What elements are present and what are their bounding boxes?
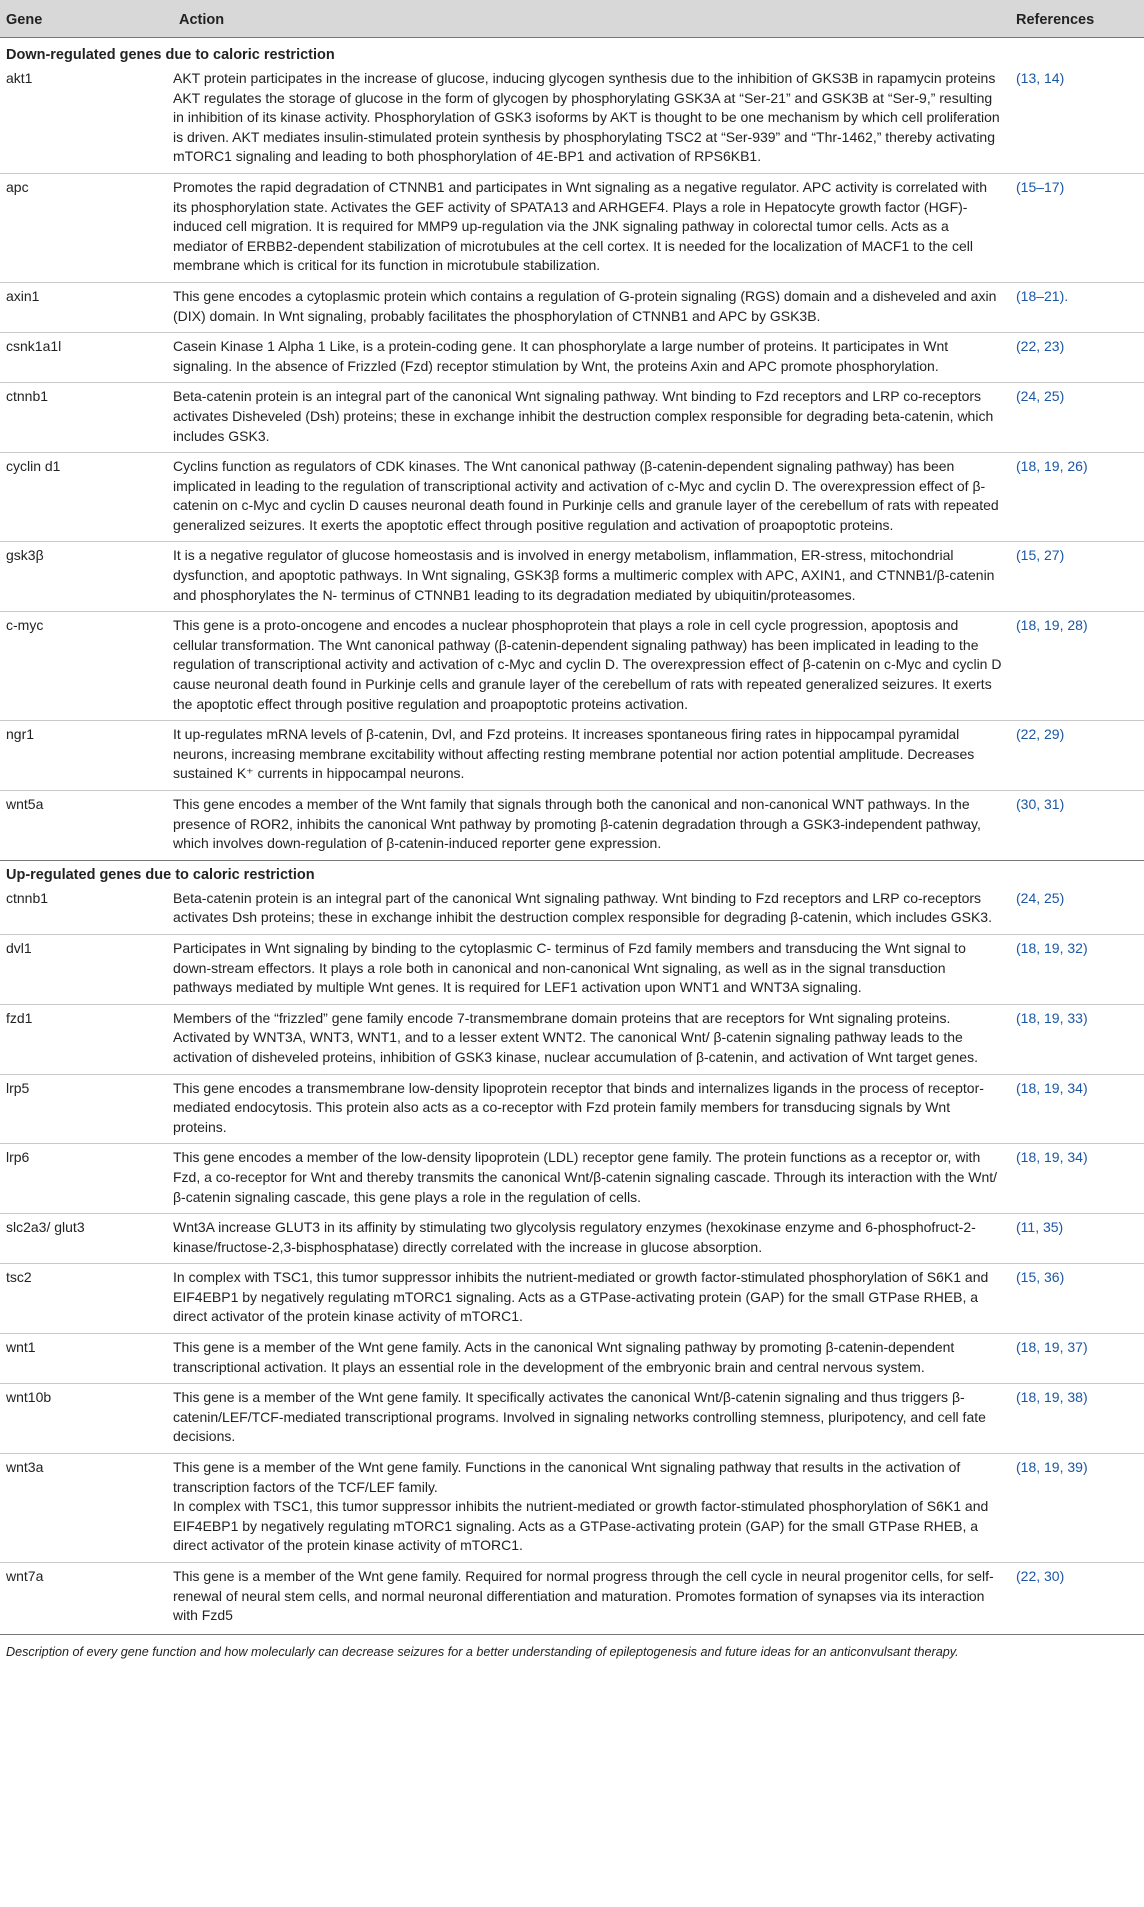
action-cell: This gene is a member of the Wnt gene family. It specifically activates the canonical Wnt/β-catenin signaling and thus triggers β-catenin/LEF/TCF-mediated transcriptional programs. Involved in signaling networks controlling stemness, pluripotency, and cell fate decisions. [173, 1384, 1016, 1454]
action-cell: Cyclins function as regulators of CDK kinases. The Wnt canonical pathway (β-catenin-dependent signaling pathway) has been implicated in leading to the regulation of transcriptional activity and activation of c-Myc and cyclin D. The overexpression effect of β-catenin on c-Myc and cyclin D causes neuronal death found in Purkinje cells and granule layer of the cerebellum of rats with repeated generalized seizures. It exerts the apoptotic effect through positive regulation and activation of proapoptotic proteins. [173, 453, 1016, 542]
references-cell: (18, 19, 28) [1016, 612, 1144, 721]
references-cell: (11, 35) [1016, 1214, 1144, 1264]
gene-cell: wnt1 [0, 1334, 173, 1384]
action-cell: This gene is a member of the Wnt gene family. Required for normal progress through the cell cycle in neural progenitor cells, for self-renewal of neural stem cells, and normal neuronal differentiation and maturation. Promotes formation of synapses via its interaction with Fzd5 [173, 1563, 1016, 1635]
table-row [0, 542, 1144, 612]
gene-cell: lrp5 [0, 1074, 173, 1144]
table-row [0, 453, 1144, 542]
gene-cell: ngr1 [0, 721, 173, 791]
references-cell: (18, 19, 34) [1016, 1144, 1144, 1214]
references-cell: (22, 23) [1016, 333, 1144, 383]
action-cell: It is a negative regulator of glucose homeostasis and is involved in energy metabolism, inflammation, ER-stress, mitochondrial dysfunction, and apoptotic pathways. In Wnt signaling, GSK3β forms a multimeric complex with APC, AXIN1, and CTNNB1/β-catenin and phosphorylates the N- terminus of CTNNB1 leading to its degradation mediated by ubiquitin/proteasomes. [173, 542, 1016, 612]
gene-cell: gsk3β [0, 542, 173, 612]
header-references: References [1016, 12, 1095, 28]
action-cell: Beta-catenin protein is an integral part of the canonical Wnt signaling pathway. Wnt binding to Fzd receptors and LRP co-receptors activates Disheveled (Dsh) proteins; these in exchange inhibit the destruction complex responsible for degrading beta-catenin, which includes GSK3. [173, 383, 1016, 453]
action-cell: AKT protein participates in the increase of glucose, inducing glycogen synthesis due to the inhibition of GKS3B in rapamycin proteins AKT regulates the storage of glucose in the form of glycogen by phosphorylating GSK3A at “Ser-21” and GSK3B at “Ser-9,” resulting in inhibition of its kinase activity. Phosphorylation of GSK3 isoforms by AKT is thought to be one mechanism by which cell proliferation is driven. AKT mediates insulin-stimulated protein synthesis by phosphorylating TSC2 at “Ser-939” and “Thr-1462,” thereby activating mTORC1 signaling and leading to both phosphorylation of 4E-BP1 and activation of RPS6KB1. [173, 70, 1000, 165]
table-row [0, 1563, 1144, 1635]
gene-cell: wnt10b [0, 1384, 173, 1454]
gene-cell: wnt3a [0, 1454, 173, 1563]
table-row [0, 1144, 1144, 1214]
header-row [0, 0, 1144, 38]
action-cell: Wnt3A increase GLUT3 in its affinity by stimulating two glycolysis regulatory enzymes (hexokinase enzyme and 6-phosphofruct-2-kinase/fructose-2,3-bisphosphatase) directly correlated with the increase in glucose absorption. [173, 1214, 1016, 1264]
gene-cell: fzd1 [0, 1004, 173, 1074]
table-row [0, 1214, 1144, 1264]
header-gene: Gene [6, 12, 43, 28]
gene-cell: cyclin d1 [0, 453, 173, 542]
gene-cell: akt1 [6, 70, 33, 86]
action-cell: Promotes the rapid degradation of CTNNB1 and participates in Wnt signaling as a negative regulator. APC activity is correlated with its phosphorylation state. Activates the GEF activity of SPATA13 and ARHGEF4. Plays a role in Hepatocyte growth factor (HGF)-induced cell migration. It is required for MMP9 up-regulation via the JNK signaling pathway in colorectal tumor cells. Acts as a mediator of ERBB2-dependent stabilization of microtubules at the cell cortex. It is needed for the localization of MACF1 to the cell membrane which is critical for its function in microtubule stabilization. [173, 173, 1016, 282]
action-cell: This gene is a member of the Wnt gene family. Acts in the canonical Wnt signaling pathway by promoting β-catenin-dependent transcriptional activation. It plays an essential role in the development of the embryonic brain and central nervous system. [173, 1334, 1016, 1384]
gene-cell: dvl1 [0, 934, 173, 1004]
action-cell: Members of the “frizzled” gene family encode 7-transmembrane domain proteins that are receptors for Wnt signaling proteins. Activated by WNT3A, WNT3, WNT1, and to a lesser extent WNT2. The canonical Wnt/ β-catenin signaling pathway leads to the activation of disheveled proteins, inhibition of GSK3 kinase, nuclear accumulation of β-catenin, and activation of Wnt target genes. [173, 1004, 1016, 1074]
references-cell: (18, 19, 34) [1016, 1074, 1144, 1144]
table-row [0, 1454, 1144, 1563]
table-row [0, 173, 1144, 282]
gene-cell: wnt5a [0, 791, 173, 861]
section-title: Up-regulated genes due to caloric restriction [0, 860, 1144, 885]
action-cell: Beta-catenin protein is an integral part of the canonical Wnt signaling pathway. Wnt binding to Fzd receptors and LRP co-receptors activates Dsh proteins; these in exchange inhibit the destruction complex responsible for degrading β-catenin, which includes GSK3. [173, 889, 992, 926]
references-cell: (15, 36) [1016, 1264, 1144, 1334]
table-row [0, 885, 1144, 935]
table-row [0, 612, 1144, 721]
action-cell: This gene encodes a member of the low-density lipoprotein (LDL) receptor gene family. The protein functions as a receptor or, with Fzd, a co-receptor for Wnt and thereby transmits the canonical Wnt/β-catenin signaling cascade. Through its interaction with the Wnt/β-catenin signaling cascade, this gene plays a role in the regulation of cells. [173, 1144, 1016, 1214]
section-header-row [0, 38, 1144, 66]
section-header-row [0, 860, 1144, 885]
gene-cell: tsc2 [0, 1264, 173, 1334]
table-row [0, 934, 1144, 1004]
table-row [0, 1264, 1144, 1334]
table-row [0, 333, 1144, 383]
gene-cell: ctnnb1 [6, 889, 49, 906]
gene-cell: ctnnb1 [0, 383, 173, 453]
table-row [0, 1384, 1144, 1454]
references-cell: (18–21). [1016, 282, 1144, 332]
references-cell: (18, 19, 32) [1016, 934, 1144, 1004]
references-cell: (22, 30) [1016, 1563, 1144, 1635]
table-caption: Description of every gene function and how molecularly can decrease seizures for a better understanding of epileptogenesis and future ideas for an anticonvulsant therapy. [6, 1644, 959, 1659]
gene-cell: slc2a3/ glut3 [0, 1214, 173, 1264]
gene-cell: wnt7a [0, 1563, 173, 1635]
action-cell: In complex with TSC1, this tumor suppressor inhibits the nutrient-mediated or growth factor-stimulated phosphorylation of S6K1 and EIF4EBP1 by negatively regulating mTORC1 signaling. Acts as a GTPase-activating protein (GAP) for the small GTPase RHEB, a direct activator of the protein kinase activity of mTORC1. [173, 1264, 1016, 1334]
action-cell: It up-regulates mRNA levels of β-catenin, Dvl, and Fzd proteins. It increases spontaneous firing rates in hippocampal pyramidal neurons, increasing membrane excitability without affecting resting membrane potential nor action potential amplitude. Decreases sustained K⁺ currents in hippocampal neurons. [173, 721, 1016, 791]
gene-cell: apc [0, 173, 173, 282]
references-cell: (15, 27) [1016, 542, 1144, 612]
section-title: Down-regulated genes due to caloric restriction [0, 38, 1144, 66]
references-cell: (18, 19, 38) [1016, 1384, 1144, 1454]
gene-cell: lrp6 [0, 1144, 173, 1214]
table-row [0, 1334, 1144, 1384]
references-cell: (15–17) [1016, 173, 1144, 282]
table-row [0, 791, 1144, 861]
references-cell: (22, 29) [1016, 721, 1144, 791]
action-cell: This gene encodes a cytoplasmic protein which contains a regulation of G-protein signaling (RGS) domain and a disheveled and axin (DIX) domain. In Wnt signaling, probably facilitates the phosphorylation of CTNNB1 and APC by GSK3B. [173, 282, 1016, 332]
references-cell: (18, 19, 26) [1016, 453, 1144, 542]
table-header [0, 0, 1144, 38]
table-row [0, 721, 1144, 791]
action-cell: This gene is a member of the Wnt gene family. Functions in the canonical Wnt signaling pathway that results in the activation of transcription factors of the TCF/LEF family. In complex with TSC1, this tumor suppressor inhibits the nutrient-mediated or growth factor-stimulated phosphorylation of S6K1 and EIF4EBP1 by negatively regulating mTORC1 signaling. Acts as a GTPase-activating protein (GAP) for the small GTPase RHEB, a direct activator of the protein kinase activity of mTORC1. [173, 1454, 1016, 1563]
references-cell: (30, 31) [1016, 791, 1144, 861]
action-cell: This gene is a proto-oncogene and encodes a nuclear phosphoprotein that plays a role in cell cycle progression, apoptosis and cellular transformation. The Wnt canonical pathway (β-catenin-dependent signaling pathway) has been implicated in leading to the regulation of transcriptional activity and activation of c-Myc and cyclin D. The overexpression effect of β-catenin on c-Myc and cyclin D cause neuronal death found in Purkinje cells and granule layer of the cerebellum of rats with repeated generalized seizures. It exerts the apoptotic effect through positive regulation and proapoptotic proteins activation. [173, 612, 1016, 721]
action-cell: Casein Kinase 1 Alpha 1 Like, is a protein-coding gene. It can phosphorylate a large number of proteins. It participates in Wnt signaling. In the absence of Frizzled (Fzd) receptor stimulation by Wnt, the proteins Axin and APC promote phosphorylation. [173, 333, 1016, 383]
gene-cell: c-myc [0, 612, 173, 721]
action-cell: This gene encodes a transmembrane low-density lipoprotein receptor that binds and internalizes ligands in the process of receptor-mediated endocytosis. This protein also acts as a co-receptor with Fzd protein family members for transducing signals by Wnt proteins. [173, 1074, 1016, 1144]
table-row [0, 282, 1144, 332]
table-row [0, 1004, 1144, 1074]
table-row [0, 65, 1144, 173]
references-cell: (18, 19, 33) [1016, 1004, 1144, 1074]
table-body [0, 38, 1144, 1635]
gene-cell: csnk1a1l [0, 333, 173, 383]
references-cell: (18, 19, 37) [1016, 1334, 1144, 1384]
table-row [0, 1074, 1144, 1144]
references-cell: (13, 14) [1016, 70, 1065, 86]
references-cell: (24, 25) [1016, 383, 1144, 453]
gene-cell: axin1 [0, 282, 173, 332]
references-cell: (18, 19, 39) [1016, 1454, 1144, 1563]
action-cell: Participates in Wnt signaling by binding to the cytoplasmic C- terminus of Fzd family members and transducing the Wnt signal to down-stream effectors. It plays a role both in canonical and non-canonical Wnt signaling, as well as in the signal transduction pathways mediated by multiple Wnt genes. It is required for LEF1 activation upon WNT1 and WNT3A signaling. [173, 934, 1016, 1004]
table-row [0, 383, 1144, 453]
header-action: Action [179, 12, 225, 28]
action-cell: This gene encodes a member of the Wnt family that signals through both the canonical and non-canonical WNT pathways. In the presence of ROR2, inhibits the canonical Wnt pathway by promoting β-catenin degradation through a GSK3-independent pathway, which involves down-regulation of β-catenin-induced reporter gene expression. [173, 791, 1016, 861]
references-cell: (24, 25) [1016, 889, 1065, 906]
